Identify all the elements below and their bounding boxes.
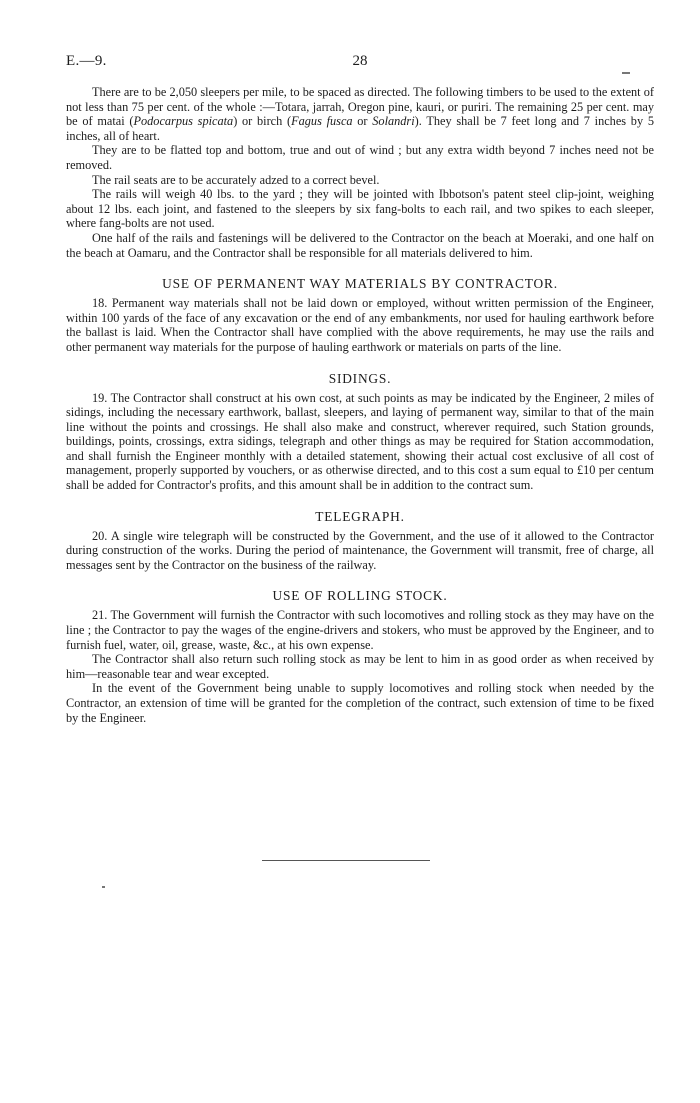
paragraph-sleepers: There are to be 2,050 sleepers per mile, to be spaced as directed. The following timbers to be used to the extent of not less than 75 per cent. of the whole :—Totara, jarrah, Oregon pine, kauri, or puriri. The remaining 25 per cent. may be of matai (Podocarpus spicata) or birch (Fagus fusca or Solandri). They shall be 7 feet long and 7 inches by 5 inches, all of heart. bbox=[66, 85, 654, 143]
paragraph-rail-seats: The rail seats are to be accurately adzed to a correct bevel. bbox=[92, 172, 380, 187]
page-number: 28 bbox=[352, 53, 368, 69]
paragraph-flatted: They are to be flatted top and bottom, true and out of wind ; but any extra width beyond 7 inches need not be removed. bbox=[66, 143, 654, 172]
heading-rolling-stock: USE OF ROLLING STOCK. bbox=[272, 588, 448, 604]
heading-sidings: SIDINGS. bbox=[328, 370, 392, 386]
paragraph-20: 20. A single wire telegraph will be constructed by the Government, and the use of it allowed to the Contractor during construction of the works. During the period of maintenance, the Government will transmit, free of charge, all messages sent by the Contractor on the business of the railway. bbox=[66, 528, 654, 572]
paragraph-21-return: The Contractor shall also return such rolling stock as may be lent to him in as good order as when received by him—reasonable tear and wear excepted. bbox=[66, 652, 654, 681]
page-header bbox=[66, 53, 654, 73]
document-page bbox=[66, 0, 654, 725]
heading-permanent-way: USE OF PERMANENT WAY MATERIALS BY CONTRACTOR. bbox=[162, 276, 558, 292]
paragraph-21-extension: In the event of the Government being unable to supply locomotives and rolling stock when needed by the Contractor, an extension of time will be granted for the completion of the contract, such extension of time to be fixed by the Engineer. bbox=[66, 681, 654, 725]
page-body bbox=[66, 85, 654, 725]
paragraph-rails: The rails will weigh 40 lbs. to the yard ; they will be jointed with Ibbotson's patent steel clip-joint, weighing about 12 lbs. each joint, and fastened to the sleepers by six fang-bolts to each rail, and two spikes to each sleeper, where fang-bolts are not used. bbox=[66, 187, 654, 231]
paragraph-18: 18. Permanent way materials shall not be laid down or employed, without written permission of the Engineer, within 100 yards of the face of any excavation or the end of any embankments, nor used for hauling earthwork before the ballast is laid. When the Contractor shall have complied with the above requirements, he may use the rails and other permanent way materials for the purpose of hauling earthwork or materials on parts of the line. bbox=[66, 296, 654, 354]
paragraph-21: 21. The Government will furnish the Contractor with such locomotives and rolling stock as they may have on the line ; the Contractor to pay the wages of the engine-drivers and stokers, who must be approved by the Engineer, and to furnish fuel, water, oil, grease, waste, &c., at his own expense. bbox=[66, 608, 654, 652]
end-divider bbox=[262, 860, 430, 861]
scan-speck bbox=[622, 72, 630, 74]
document-reference: E.—9. bbox=[66, 53, 107, 69]
paragraph-19: 19. The Contractor shall construct at his own cost, at such points as may be indicated by the Engineer, 2 miles of sidings, including the necessary earthwork, ballast, sleepers, and laying of permanent way, similar to that of the main line without the points and crossings. He shall also make and construct, wherever required, such Station grounds, buildings, points, crossings, extra sidings, telegraph and other things as may be required for Station accommodation, and shall furnish the Engineer monthly with a detailed statement, showing their actual cost exclusive of all cost of management, properly supported by vouchers, or as otherwise directed, and to this cost a sum equal to £10 per centum shall be added for Contractor's profits, and this amount shall be in addition to the contract sum. bbox=[66, 390, 654, 493]
scan-speck bbox=[102, 886, 105, 888]
paragraph-delivery: One half of the rails and fastenings will be delivered to the Contractor on the beach at Moeraki, and one half on the beach at Oamaru, and the Contractor shall be responsible for all materials delivered to him. bbox=[66, 230, 654, 260]
heading-telegraph: TELEGRAPH. bbox=[315, 508, 405, 524]
